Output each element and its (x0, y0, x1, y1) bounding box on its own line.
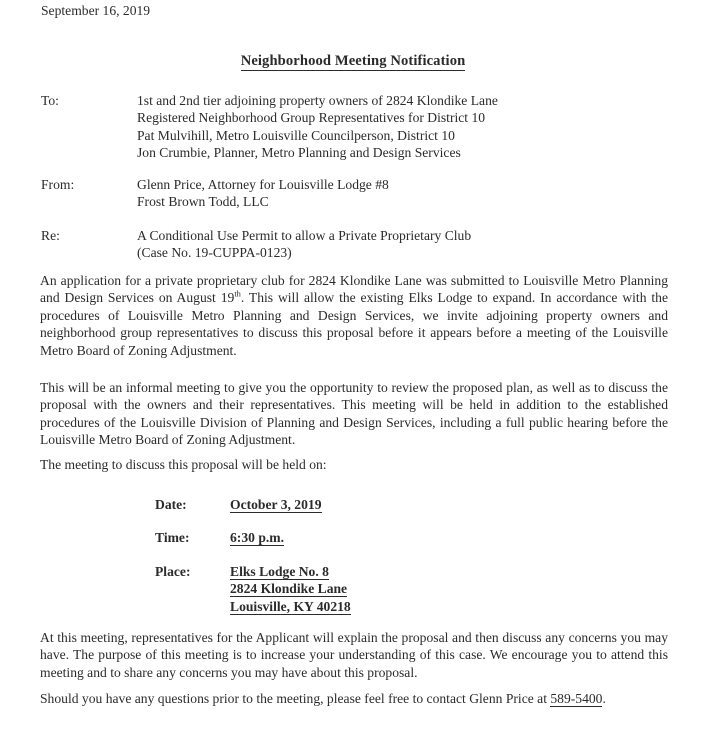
field-to-label: To: (41, 93, 59, 108)
body-paragraph-4 (40, 690, 668, 707)
place-value (230, 563, 351, 615)
meeting-intro-line: The meeting to discuss this proposal will be held on: (40, 457, 327, 472)
date-value (230, 496, 322, 513)
field-re-value (137, 227, 471, 262)
document-title (0, 53, 706, 70)
place-line: Elks Lodge No. 8 (230, 563, 329, 579)
document-title-text: Neighborhood Meeting Notification (240, 53, 466, 69)
letter-date: September 16, 2019 (41, 3, 151, 18)
date-label: Date: (155, 497, 187, 512)
field-from-label: From: (41, 177, 75, 192)
time-label: Time: (155, 530, 190, 546)
recipient-line: Jon Crumbie, Planner, Metro Planning and Design Services (137, 145, 461, 161)
paragraph-4-part-b: . (602, 691, 606, 706)
subject-line: A Conditional Use Permit to allow a Private Proprietary Club (137, 228, 472, 243)
contact-phone-number: 589-5400 (550, 691, 603, 706)
field-from-value (137, 176, 389, 211)
field-re-label: Re: (41, 228, 60, 243)
ordinal-suffix: th (234, 288, 241, 299)
place-line: Louisville, KY 40218 (230, 598, 351, 614)
paragraph-4-part-a: Should you have any questions prior to the meeting, please feel free to contact Glenn Price at (40, 691, 551, 706)
date-value-text: October 3, 2019 (230, 497, 322, 512)
paragraph-1-part-b: . This will allow the existing Elks Lodge to expand. In accordance with the procedures of Louisville Metro Planning and Design Services, we invite adjoining property owners and neighborhood group representatives to discuss this proposal before it appears before a meeting of the Louisville Metro Board of Zoning Adjustment. (40, 290, 668, 358)
body-paragraph-2: This will be an informal meeting to give you the opportunity to review the proposed plan, as well as to discuss the proposal with the owners and their representatives. This meeting will be held in addition to the established procedures of the Louisville Division of Planning and Design Services, including a full public hearing before the Louisville Metro Board of Zoning Adjustment. (40, 380, 668, 448)
recipient-line: Pat Mulvihill, Metro Louisville Councilperson, District 10 (137, 127, 455, 143)
time-value (230, 529, 284, 546)
body-paragraph-1 (40, 272, 668, 359)
recipient-line: Registered Neighborhood Group Representatives for District 10 (137, 110, 486, 126)
paragraph-1-part-a: An application for a private proprietary club for 2824 Klondike Lane was submitted to Louisville Metro Planning and Design Services on August 19 (40, 273, 668, 306)
place-line: 2824 Klondike Lane (230, 581, 348, 597)
sender-line: Frost Brown Todd, LLC (137, 194, 269, 210)
time-value-text: 6:30 p.m. (230, 530, 284, 546)
field-to-value (137, 92, 498, 162)
sender-line: Glenn Price, Attorney for Louisville Lodge #8 (137, 177, 389, 192)
body-paragraph-3: At this meeting, representatives for the Applicant will explain the proposal and then discuss any concerns you may have. The purpose of this meeting is to increase your understanding of this case. We encourage you to attend this meeting and to share any concerns you may have about this proposal. (40, 630, 668, 680)
case-number-line: (Case No. 19-CUPPA-0123) (137, 245, 292, 261)
recipient-line: 1st and 2nd tier adjoining property owners of 2824 Klondike Lane (137, 93, 498, 108)
place-label: Place: (155, 563, 191, 579)
